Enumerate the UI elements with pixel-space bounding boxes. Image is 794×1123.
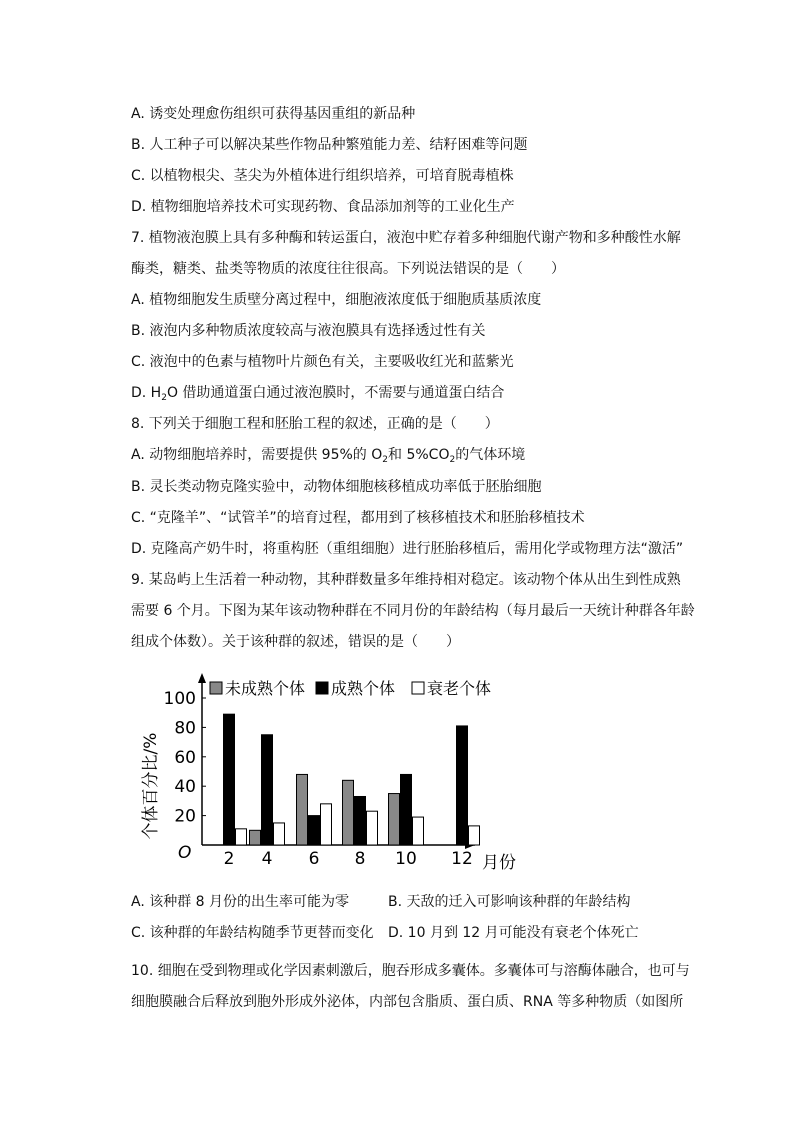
- subscript: 2: [161, 393, 167, 403]
- text-line: 9. 某岛屿上生活着一种动物，其种群数量多年维持相对稳定。该动物个体从出生到性成熟: [131, 572, 681, 588]
- answer-option: A. 该种群 8 月份的出生率可能为零: [131, 894, 350, 910]
- bar-immature: [250, 830, 261, 845]
- x-tick-label: 4: [261, 849, 273, 869]
- bar-senescent: [236, 829, 247, 845]
- bar-senescent: [274, 823, 285, 845]
- option-a-gas: [131, 446, 525, 464]
- bar-senescent: [367, 811, 378, 845]
- age-structure-bar-chart: [130, 665, 530, 880]
- bar-immature: [389, 794, 400, 845]
- text-line: B. 液泡内多种物质浓度较高与液泡膜具有选择透过性有关: [131, 323, 486, 339]
- x-tick-label: 12: [451, 849, 473, 869]
- text-segment: O 借助通道蛋白通过液泡膜时，不需要与通道蛋白结合: [166, 385, 505, 401]
- text-segment: 的气体环境: [455, 447, 526, 463]
- bar-senescent: [413, 817, 424, 845]
- answer-option: D. 10 月到 12 月可能没有衰老个体死亡: [388, 925, 639, 941]
- y-tick-label: 80: [174, 718, 196, 739]
- x-axis-label: 月份: [482, 853, 516, 873]
- text-line: A. 植物细胞发生质壁分离过程中，细胞液浓度低于细胞质基质浓度: [131, 292, 542, 308]
- text-line: 需要 6 个月。下图为某年该动物种群在不同月份的年龄结构（每月最后一天统计种群各年龄: [131, 603, 695, 619]
- text-segment: D. H: [131, 385, 162, 401]
- y-tick-label: 40: [174, 777, 196, 798]
- bar-immature: [343, 780, 354, 845]
- y-axis-label: 个体百分比/%: [141, 732, 161, 840]
- question-8-stem: 8. 下列关于细胞工程和胚胎工程的叙述，正确的是（ ）: [131, 416, 499, 432]
- bar-senescent: [469, 826, 480, 845]
- text-line: 7. 植物液泡膜上具有多种酶和转运蛋白，液泡中贮存着多种细胞代谢产物和多种酸性水解: [131, 230, 681, 246]
- y-tick-label: 20: [174, 806, 196, 827]
- text-line: B. 人工种子可以解决某些作物品种繁殖能力差、结籽困难等问题: [131, 137, 528, 153]
- bar-mature: [457, 726, 468, 845]
- y-axis-arrow: [198, 673, 206, 683]
- text-segment: 和 5%CO: [388, 447, 450, 463]
- text-line: C. 液泡中的色素与植物叶片颜色有关，主要吸收红光和蓝紫光: [131, 354, 514, 370]
- bar-mature: [355, 796, 366, 845]
- answer-option: C. 该种群的年龄结构随季节更替而变化: [131, 925, 374, 941]
- answer-option: B. 天敌的迁入可影响该种群的年龄结构: [388, 894, 631, 910]
- text-line: 组成个体数）。关于该种群的叙述，错误的是（ ）: [131, 634, 460, 650]
- y-tick-label: 100: [163, 689, 196, 709]
- bar-immature: [297, 774, 308, 845]
- bar-mature: [262, 735, 273, 845]
- bar-senescent: [321, 804, 332, 845]
- legend-label: 衰老个体: [427, 679, 492, 698]
- bar-mature: [224, 714, 235, 845]
- text-line: D. 克隆高产奶牛时，将重构胚（重组细胞）进行胚胎移植后，需用化学或物理方法“激活”: [131, 541, 684, 557]
- subscript: 2: [382, 455, 389, 465]
- legend-label: 成熟个体: [331, 679, 396, 698]
- text-line: D. 植物细胞培养技术可实现药物、食品添加剂等的工业化生产: [131, 199, 515, 215]
- legend-swatch: [210, 682, 222, 694]
- text-line: C. 以植物根尖、茎尖为外植体进行组织培养，可培育脱毒植株: [131, 168, 514, 184]
- text-line: 10. 细胞在受到物理或化学因素刺激后，胞吞形成多囊体。多囊体可与溶酶体融合，也可与: [131, 963, 690, 979]
- text-line: B. 灵长类动物克隆实验中，动物体细胞核移植成功率低于胚胎细胞: [131, 479, 542, 495]
- text-line: C. “克隆羊”、“试管羊”的培育过程，都用到了核移植技术和胚胎移植技术: [131, 510, 585, 526]
- legend-swatch: [412, 682, 424, 694]
- x-tick-label: 8: [354, 849, 366, 869]
- bar-mature: [401, 774, 412, 845]
- x-tick-label: 10: [395, 849, 417, 869]
- text-line: 细胞膜融合后释放到胞外形成外泌体，内部包含脂质、蛋白质、RNA 等多种物质（如图所: [131, 994, 684, 1010]
- x-tick-label: 6: [308, 849, 320, 869]
- bar-mature: [309, 816, 320, 845]
- origin-label: O: [178, 843, 192, 863]
- option-d-h2o: [131, 384, 504, 402]
- legend-swatch: [316, 682, 328, 694]
- x-tick-label: 2: [223, 849, 235, 869]
- y-tick-label: 60: [174, 747, 196, 768]
- subscript: 2: [449, 455, 456, 465]
- legend-label: 未成熟个体: [225, 679, 306, 698]
- text-line: 酶类，糖类、盐类等物质的浓度往往很高。下列说法错误的是（ ）: [131, 261, 565, 277]
- text-line: A. 诱变处理愈伤组织可获得基因重组的新品种: [131, 106, 416, 122]
- text-segment: A. 动物细胞培养时，需要提供 95%的 O: [131, 447, 383, 463]
